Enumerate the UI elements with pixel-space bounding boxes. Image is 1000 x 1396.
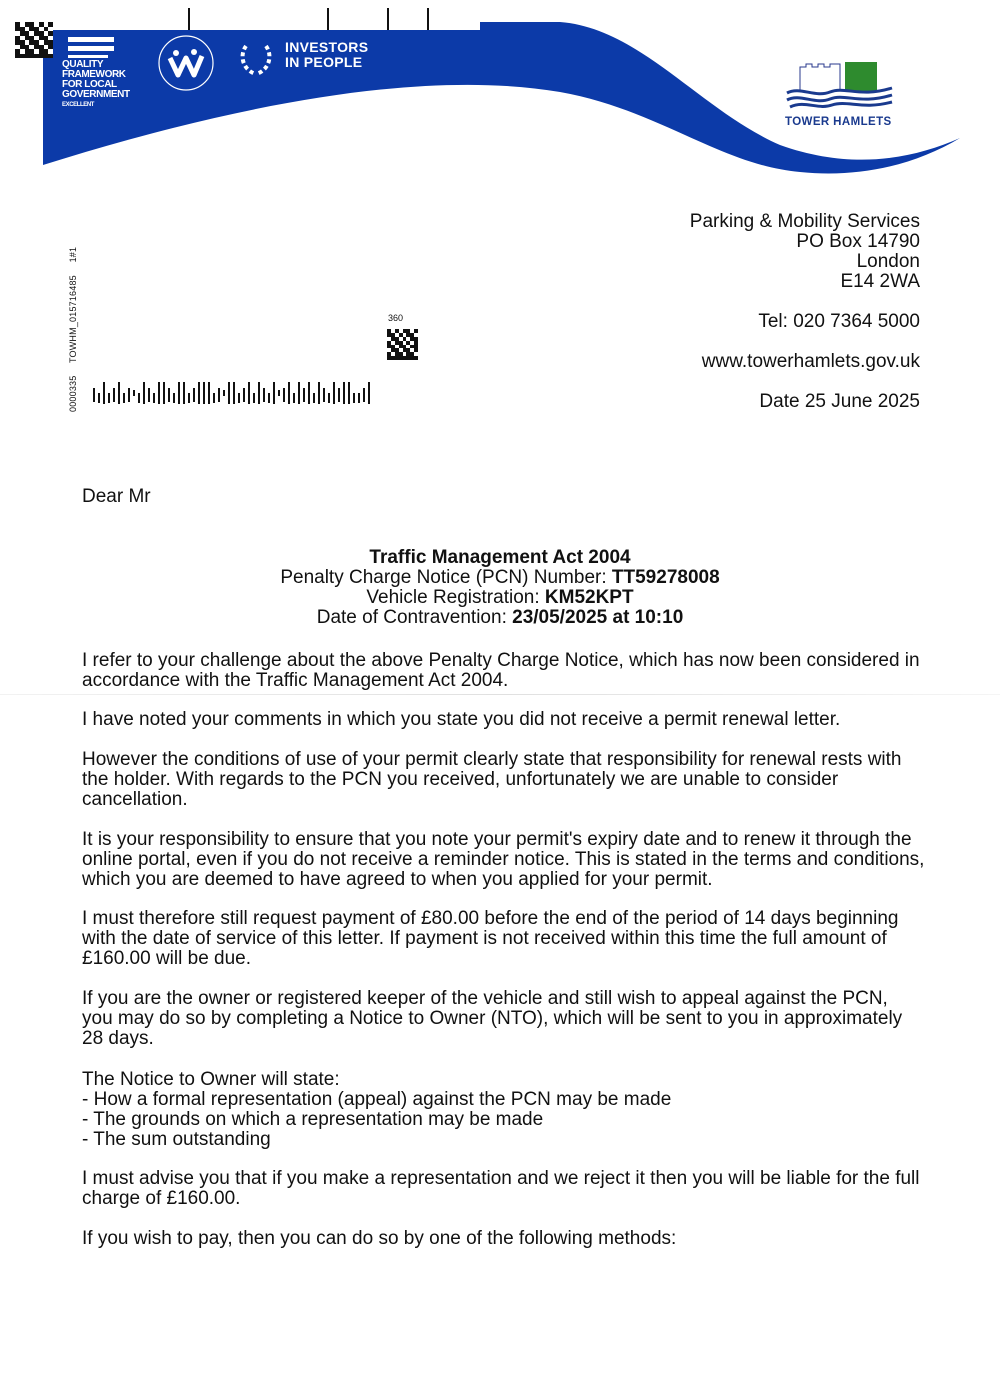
- postcode: E14 2WA: [840, 271, 920, 292]
- contravention-line: [0, 608, 1000, 628]
- fold-line: [0, 694, 1000, 695]
- paragraph: [82, 1169, 932, 1209]
- qf-sub: EXCELLENT: [62, 102, 95, 108]
- investors-in-people-logo: [285, 40, 368, 70]
- datamatrix-code-icon: [15, 22, 53, 58]
- iip-line1: INVESTORS: [285, 39, 369, 55]
- pcn-line: [0, 568, 1000, 588]
- nto-item: - The sum outstanding: [82, 1129, 271, 1150]
- paragraph-text: If you are the owner or registered keeper of the vehicle and still wish to appeal against the PCN, you may do so by completing a Notice to Owner (NTO), which will be sent to you in approximately 28 days.: [82, 988, 903, 1049]
- letter-title: Traffic Management Act 2004: [369, 547, 631, 568]
- tower-hamlets-logo-icon: [787, 62, 892, 107]
- iip-line2: IN PEOPLE: [285, 54, 363, 70]
- qf-line: GOVERNMENT: [62, 89, 130, 100]
- paragraph: [82, 710, 932, 730]
- qf-line: QUALITY: [62, 59, 104, 70]
- pcn-number: TT59278008: [611, 567, 720, 588]
- postal-barcode-icon: [93, 380, 373, 405]
- paragraph-text: I must therefore still request payment of £80.00 before the end of the period of 14 days beginning with the date of service of this letter. If payment is not received within this time the full amount of £160.00 will be due.: [82, 908, 899, 969]
- ref-part: TOWHM_015716485: [68, 275, 78, 363]
- quality-framework-logo: [62, 60, 130, 110]
- payment-intro: If you wish to pay, then you can do so by one of the following methods:: [82, 1228, 677, 1249]
- letter-date: Date 25 June 2025: [759, 391, 920, 412]
- paragraph: [82, 989, 912, 1049]
- paragraph: [82, 909, 912, 969]
- city: London: [856, 251, 920, 272]
- vrm-line: [0, 588, 1000, 608]
- nto-item: - How a formal representation (appeal) against the PCN may be made: [82, 1089, 672, 1110]
- pcn-reference-block: [0, 548, 1000, 628]
- datamatrix-code-icon: [387, 329, 418, 360]
- salutation: Dear Mr: [82, 486, 151, 507]
- contravention-datetime: 23/05/2025 at 10:10: [512, 607, 684, 628]
- vehicle-registration: KM52KPT: [544, 587, 634, 608]
- paragraph: [82, 830, 927, 890]
- ref-part: 1#1: [68, 246, 78, 263]
- website: www.towerhamlets.gov.uk: [701, 351, 920, 372]
- paragraph-text: It is your responsibility to ensure that you note your permit's expiry date and to renew it through the online portal, even if you do not receive a reminder notice. This is stated in the terms and conditions, which you are deemed to have agreed to when you applied for your permit.: [82, 829, 925, 890]
- paragraph: [82, 1229, 932, 1249]
- datamatrix-label: 360: [388, 313, 404, 323]
- paragraph-text: I refer to your challenge about the above Penalty Charge Notice, which has now been considered in accordance with the Traffic Management Act 2004.: [82, 650, 920, 691]
- qf-line: FOR LOCAL: [62, 79, 117, 90]
- vrm-label: Vehicle Registration:: [366, 587, 545, 608]
- paragraph: [82, 651, 932, 691]
- department: Parking & Mobility Services: [689, 211, 920, 232]
- paragraph-text: However the conditions of use of your permit clearly state that responsibility for renewal rests with the holder. With regards to the PCN you received, unfortunately we are unable to consider cancellation.: [82, 749, 902, 810]
- nto-intro: The Notice to Owner will state:: [82, 1069, 340, 1090]
- sender-address: [690, 212, 920, 412]
- ref-part: 0000335: [68, 375, 78, 412]
- paragraph-text: I have noted your comments in which you state you did not receive a permit renewal letter.: [82, 709, 841, 730]
- council-name: TOWER HAMLETS: [785, 116, 892, 128]
- header-band: [0, 0, 1000, 200]
- contravention-label: Date of Contravention:: [316, 607, 513, 628]
- pcn-label: Penalty Charge Notice (PCN) Number:: [280, 567, 612, 588]
- warning-text: I must advise you that if you make a representation and we reject it then you will be liable for the full charge of £160.00.: [82, 1168, 920, 1209]
- qf-line: FRAMEWORK: [62, 69, 126, 80]
- paragraph: [82, 750, 932, 810]
- nto-list: [82, 1070, 932, 1150]
- nto-item: - The grounds on which a representation may be made: [82, 1109, 544, 1130]
- po-box: PO Box 14790: [796, 231, 920, 252]
- mailing-reference: [68, 237, 78, 412]
- telephone: Tel: 020 7364 5000: [758, 311, 920, 332]
